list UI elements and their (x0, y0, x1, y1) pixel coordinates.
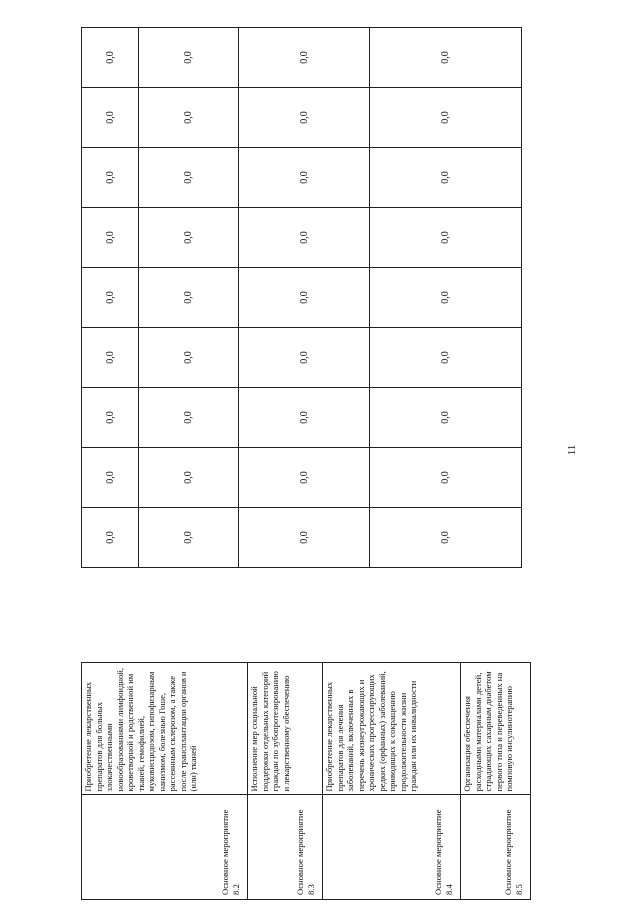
activity-description-cell: Приобретение лекарственных препаратов для больных злокачественными новообразованиями лимфоидной, кроветворной и родственной им тканей, гемофилией, муковисцидозом, гипофизарным нанизмом, болезнью Гоше, рассеянным склерозом, а также после трансплантации органов и (или) тканей (82, 663, 248, 795)
activity-code-cell: Основное мероприятие 8.3 (248, 795, 323, 900)
activity-description-cell: Исполнение мер социальной поддержки отдельных категорий граждан по зубопротезированию и лекарственному обеспечению (248, 663, 323, 795)
value-cell: 0,0 (82, 88, 139, 148)
value-cell: 0,0 (239, 88, 370, 148)
value-cell: 0,0 (82, 208, 139, 268)
value-cell: 0,0 (82, 268, 139, 328)
value-cell: 0,0 (239, 268, 370, 328)
value-cell: 0,0 (370, 328, 522, 388)
value-cell: 0,0 (370, 208, 522, 268)
activity-description-cell: Организация обеспечения расходными материалами детей, страдающих сахарным диабетом первого типа и переведенных на помповую инсулинотерапию (461, 663, 531, 795)
table-row (82, 663, 248, 900)
table-row (370, 28, 522, 568)
value-cell: 0,0 (82, 28, 139, 88)
activity-code-cell: Основное мероприятие 8.4 (323, 795, 461, 900)
table-row (323, 663, 461, 900)
value-cell: 0,0 (139, 268, 239, 328)
value-cell: 0,0 (82, 148, 139, 208)
value-cell: 0,0 (370, 88, 522, 148)
value-cell: 0,0 (370, 508, 522, 568)
table-row (82, 28, 139, 568)
value-cell: 0,0 (82, 448, 139, 508)
value-cell: 0,0 (139, 148, 239, 208)
value-cell: 0,0 (139, 448, 239, 508)
value-cell: 0,0 (239, 448, 370, 508)
activity-description-cell: Приобретение лекарственных препаратов для лечения заболеваний, включенных в перечень жизнеугрожающих и хронических прогрессирующих редких (орфанных) заболеваний, приводящих к сокращению продолжительности жизни граждан или их инвалидности (323, 663, 461, 795)
value-cell: 0,0 (239, 208, 370, 268)
value-cell: 0,0 (139, 88, 239, 148)
table-row (239, 28, 370, 568)
value-cell: 0,0 (239, 508, 370, 568)
value-cell: 0,0 (370, 268, 522, 328)
table-row (139, 28, 239, 568)
value-cell: 0,0 (370, 388, 522, 448)
value-cell: 0,0 (139, 388, 239, 448)
value-cell: 0,0 (82, 388, 139, 448)
value-cell: 0,0 (82, 328, 139, 388)
value-cell: 0,0 (139, 208, 239, 268)
activity-code-cell: Основное мероприятие 8.2 (82, 795, 248, 900)
value-cell: 0,0 (239, 388, 370, 448)
table-row (461, 663, 531, 900)
value-cell: 0,0 (82, 508, 139, 568)
value-cell: 0,0 (139, 508, 239, 568)
value-cell: 0,0 (139, 28, 239, 88)
activities-description-table (81, 662, 531, 900)
activity-code-cell: Основное мероприятие 8.5 (461, 795, 531, 900)
value-cell: 0,0 (239, 148, 370, 208)
value-cell: 0,0 (139, 328, 239, 388)
value-cell: 0,0 (370, 148, 522, 208)
value-cell: 0,0 (370, 28, 522, 88)
table-row (248, 663, 323, 900)
value-cell: 0,0 (239, 328, 370, 388)
value-cell: 0,0 (239, 28, 370, 88)
activities-values-table (81, 27, 522, 568)
value-cell: 0,0 (370, 448, 522, 508)
page-number: 11 (566, 444, 578, 456)
